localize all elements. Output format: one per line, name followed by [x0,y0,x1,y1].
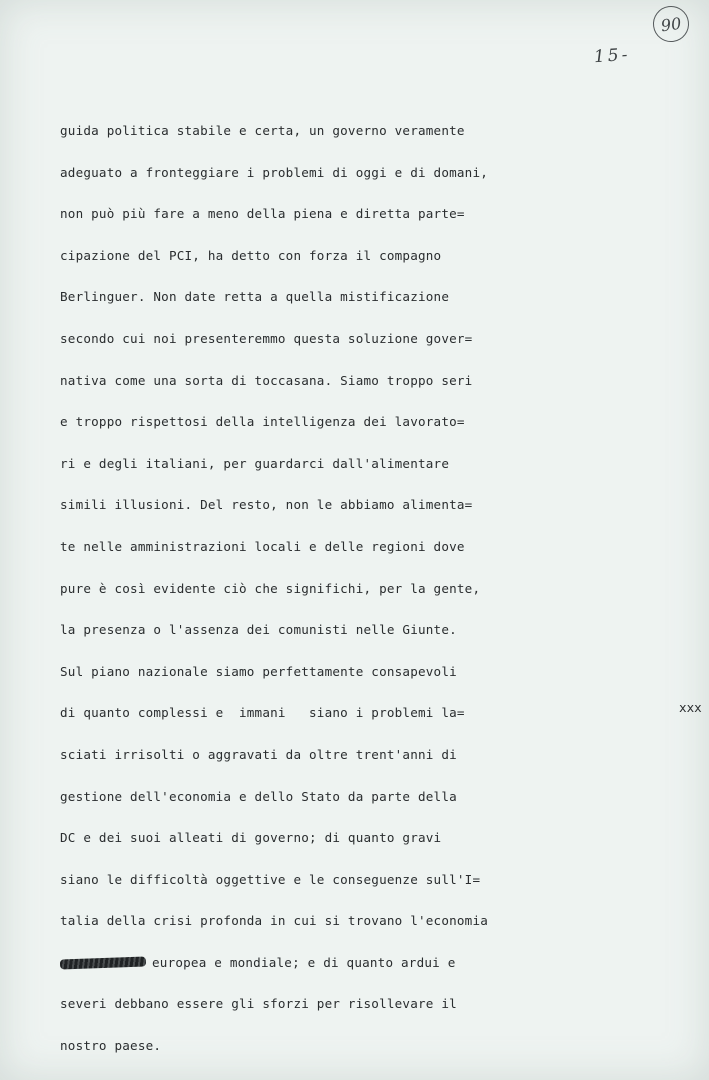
text-line: di quanto complessi e immani siano i problemi la= [60,705,465,721]
text-line: ri e degli italiani, per guardarci dall'alimentare [60,455,450,471]
text-line: talia della crisi profonda in cui si trovano l'economia [60,913,489,929]
text-line: siano le difficoltà oggettive e le conseguenze sull'I= [60,871,481,887]
text-line: sciati irrisolti o aggravati da oltre trent'anni di [60,746,457,762]
text-line: gestione dell'economia e dello Stato da parte della [60,788,457,804]
typewritten-body [60,118,488,1075]
text-line-content: europea e mondiale; e di quanto ardui e [152,954,456,970]
handwritten-page-number: 15- [593,44,632,68]
archive-stamp: 90 [651,4,692,45]
text-line: severi debbano essere gli sforzi per risollevare il [60,996,457,1012]
text-line: pure è così evidente ciò che significhi, per la gente, [60,580,481,596]
text-line: DC e dei suoi alleati di governo; di quanto gravi [60,830,442,846]
margin-mark: xxx [679,700,702,715]
text-line: nostro paese. [60,1038,162,1054]
text-line: simili illusioni. Del resto, non le abbiamo alimenta= [60,497,473,513]
text-line: guida politica stabile e certa, un governo veramente [60,123,465,138]
text-line: secondo cui noi presenteremmo questa soluzione gover= [60,330,473,346]
text-line: Berlinguer. Non date retta a quella mistificazione [60,289,450,305]
text-line-with-strikeout [60,950,488,992]
text-line: nativa come una sorta di toccasana. Siamo troppo seri [60,372,473,388]
text-line: la presenza o l'assenza dei comunisti nelle Giunte. [60,622,457,638]
text-line: non può più fare a meno della piena e diretta parte= [60,206,465,222]
text-line: e troppo rispettosi della intelligenza dei lavorato= [60,414,465,430]
text-line: cipazione del PCI, ha detto con forza il compagno [60,247,442,263]
struck-out-word [60,957,146,970]
text-line: adeguato a fronteggiare i problemi di oggi e di domani, [60,164,489,180]
text-line: te nelle amministrazioni locali e delle regioni dove [60,538,465,554]
text-line: Sul piano nazionale siamo perfettamente consapevoli [60,663,457,679]
